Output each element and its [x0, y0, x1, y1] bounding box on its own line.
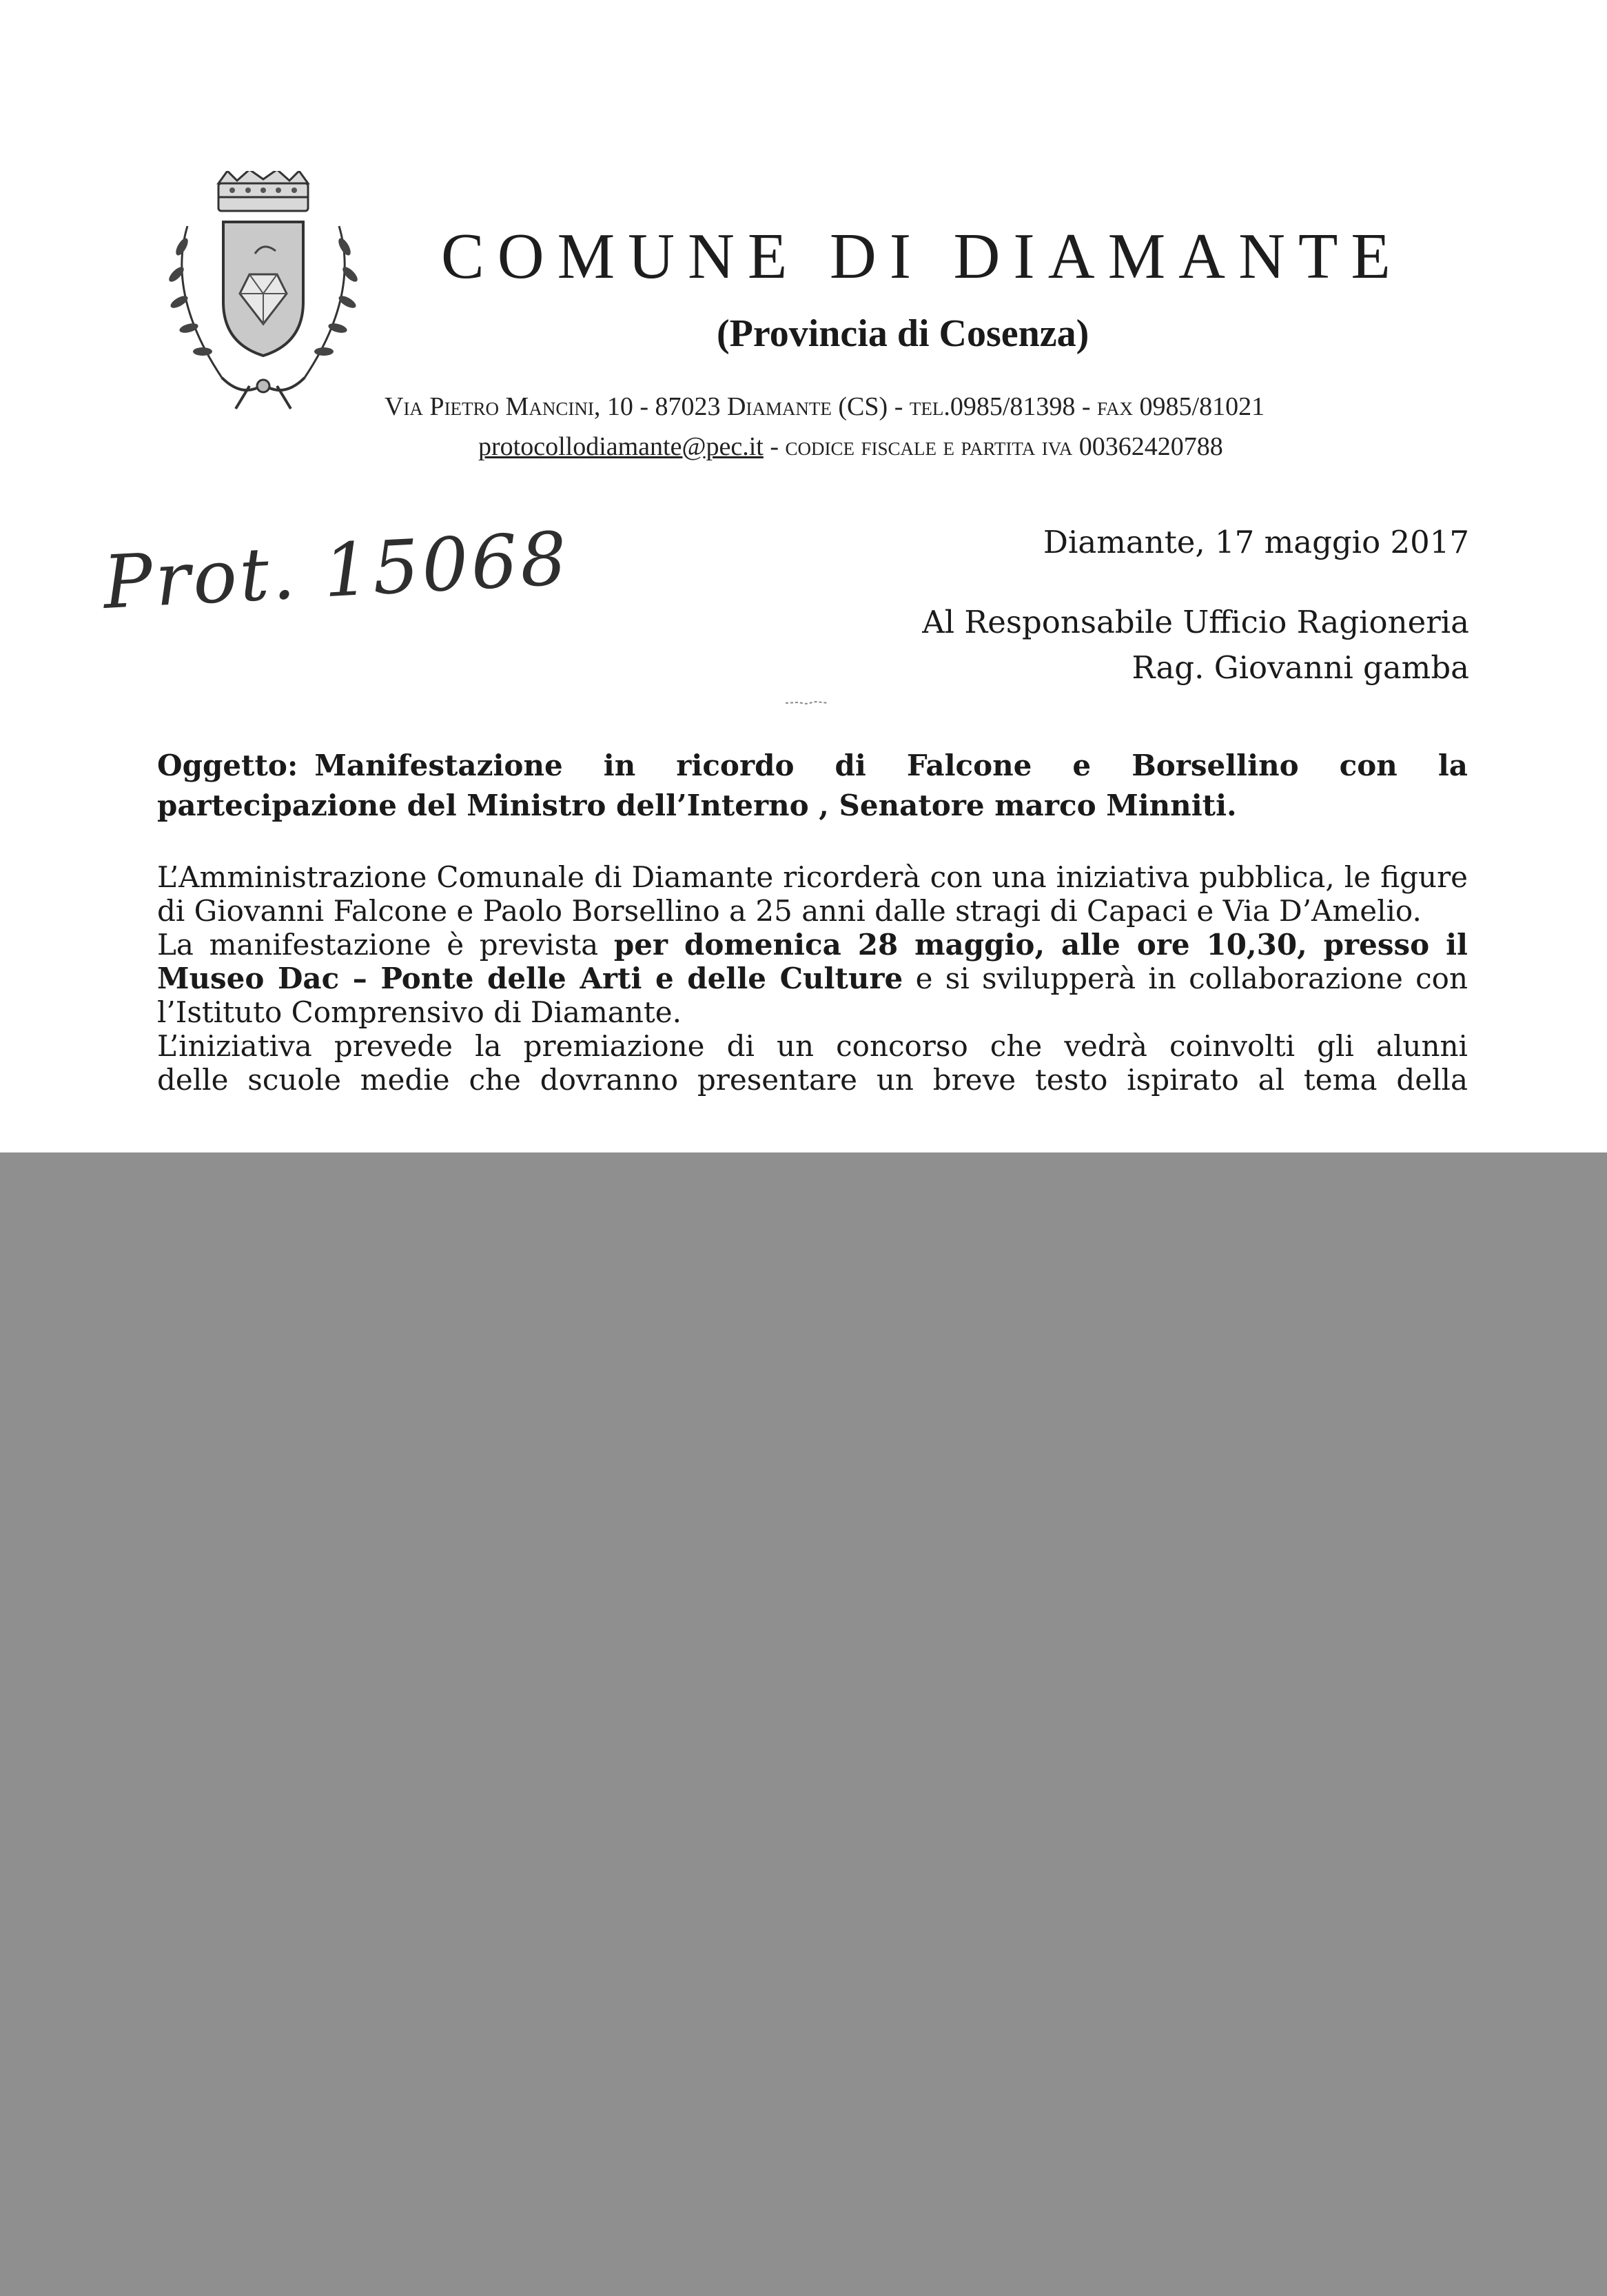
- body-paragraph-2: [157, 928, 1468, 1029]
- letter-date: Diamante, 17 maggio 2017: [1043, 524, 1469, 560]
- body-p2-intro: La manifestazione è prevista: [157, 928, 614, 962]
- province-name: (Provincia di Cosenza): [717, 312, 1089, 355]
- body-p2-outro: e si svilupperà in collaborazione con l’Istituto Comprensivo di Diamante.: [157, 962, 1468, 1029]
- recipient-line-2: Rag. Giovanni gamba: [1132, 649, 1469, 686]
- email-link[interactable]: protocollodiamante@pec.it: [478, 432, 764, 461]
- municipal-crest-icon: [146, 171, 380, 412]
- body-p2-event-details: per domenica 28 maggio, alle ore 10,30, presso il Museo Dac – Ponte delle Arti e delle Culture: [157, 928, 1468, 995]
- subject-label: Oggetto:: [157, 749, 298, 782]
- body-paragraph-4: delle scuole medie che dovranno presentare un breve testo ispirato al tema della: [157, 1063, 1468, 1097]
- organization-name: COMUNE DI DIAMANTE: [441, 221, 1404, 292]
- redaction-block: [0, 1152, 1607, 2296]
- scan-speck-icon: [786, 700, 828, 706]
- recipient-line-1: Al Responsabile Ufficio Ragioneria: [922, 604, 1469, 640]
- letter-body: [157, 860, 1468, 1097]
- body-paragraph-3: L’iniziativa prevede la premiazione di un concorso che vedrà coinvolti gli alunni: [157, 1029, 1468, 1063]
- protocol-number: Prot. 15068: [101, 516, 572, 625]
- subject-block: [157, 746, 1468, 826]
- body-paragraph-1: L’Amministrazione Comunale di Diamante ricorderà con una iniziativa pubblica, le figure di Giovanni Falcone e Paolo Borsellino a 25 anni dalle stragi di Capaci e Via D’Amelio.: [157, 860, 1468, 928]
- contacts-line: [478, 431, 1553, 462]
- subject-text: Manifestazione in ricordo di Falcone e Borsellino con la partecipazione del Ministro dell’Interno , Senatore marco Minniti.: [157, 749, 1468, 822]
- fiscal-code: - codice fiscale e partita iva 00362420788: [763, 432, 1223, 461]
- recipient-block: [922, 600, 1469, 691]
- address-line: Via Pietro Mancini, 10 - 87023 Diamante (CS) - tel.0985/81398 - fax 0985/81021: [385, 392, 1265, 421]
